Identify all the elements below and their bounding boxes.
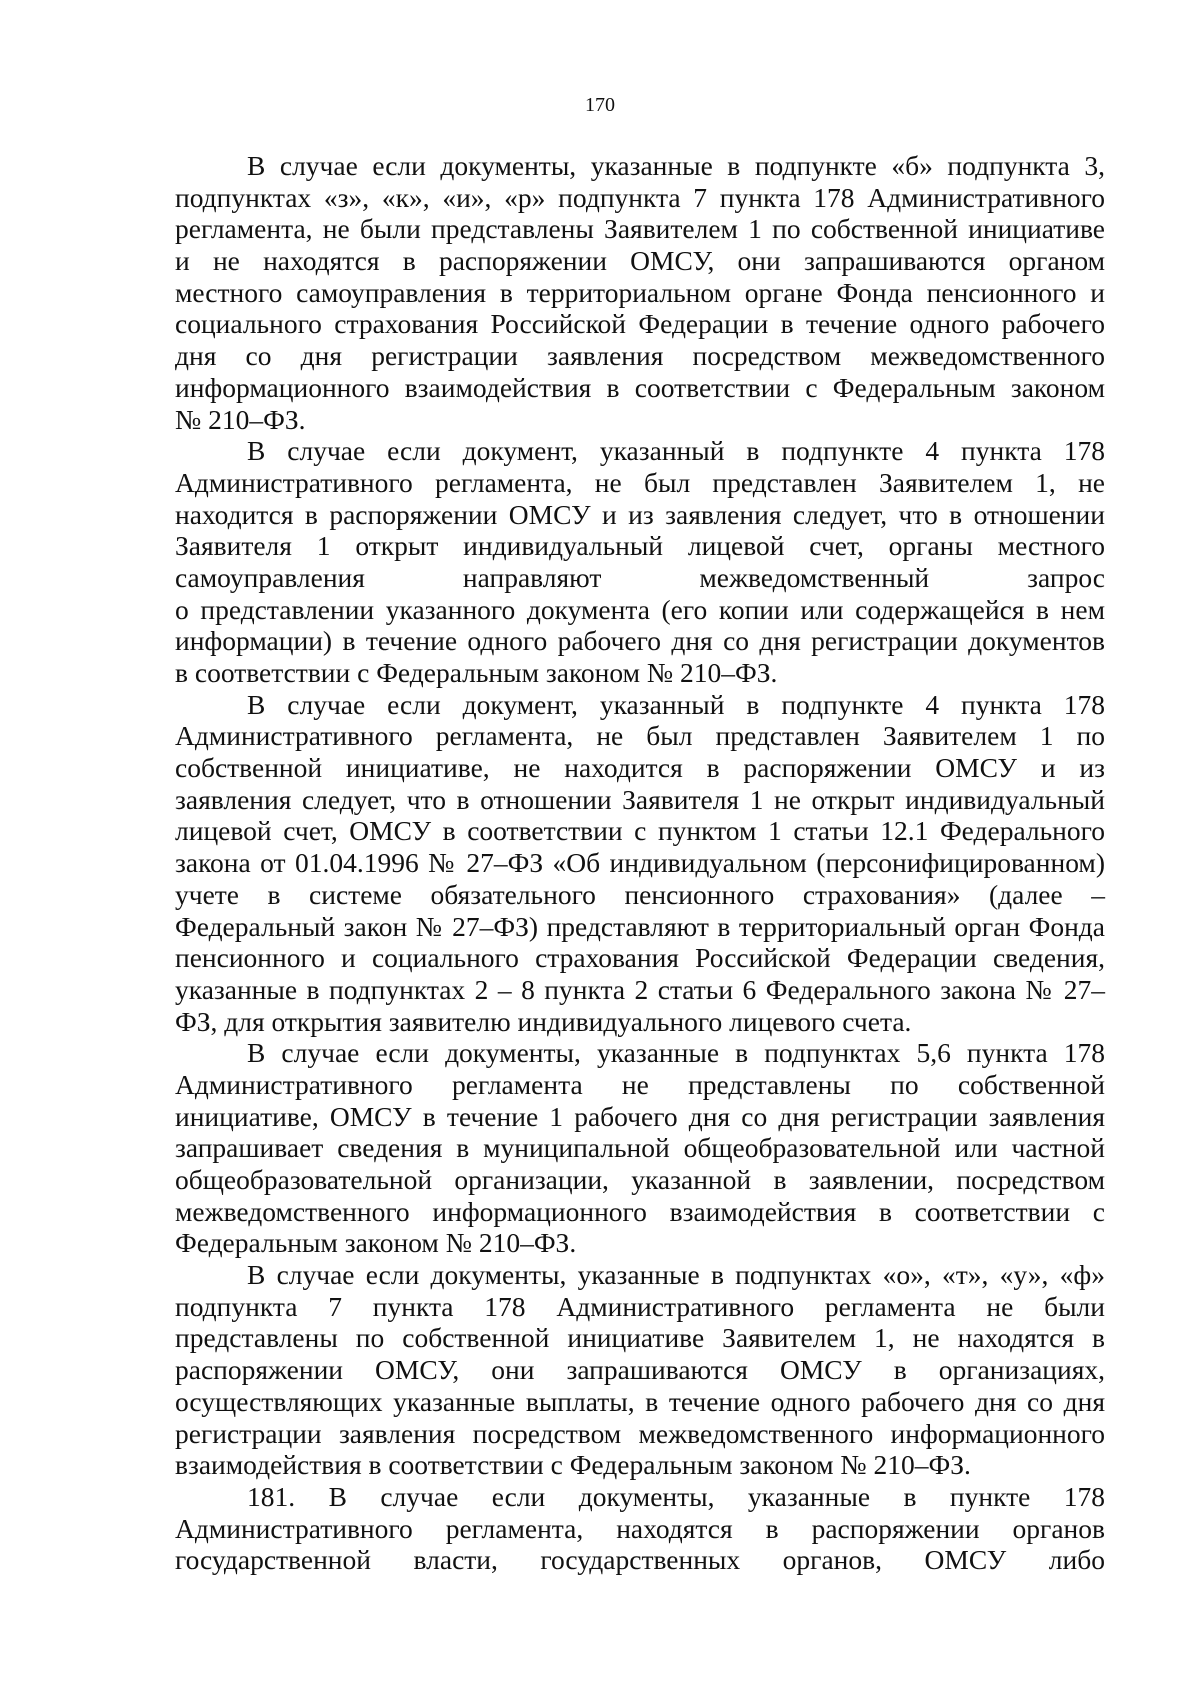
paragraph [175, 435, 1105, 689]
text-line: регламента, не были представлены Заявителем 1 по собственной инициативе [175, 213, 1105, 245]
text-line: информации) в течение одного рабочего дня со дня регистрации документов [175, 625, 1105, 657]
text-line: № 210–ФЗ. [175, 403, 306, 435]
text-line: В случае если документы, указанные в подпункте «б» подпункта 3, [247, 150, 1105, 181]
text-line: ФЗ, для открытия заявителю индивидуального лицевого счета. [175, 1005, 912, 1037]
text-line: социального страхования Российской Федерации в течение одного рабочего [175, 308, 1105, 340]
text-line: межведомственного информационного взаимодействия в соответствии с [175, 1195, 1105, 1227]
text-line: регистрации заявления посредством межведомственного информационного [175, 1417, 1105, 1449]
text-line: пенсионного и социального страхования Российской Федерации сведения, [175, 942, 1105, 974]
text-line: находится в распоряжении ОМСУ и из заявления следует, что в отношении [175, 498, 1105, 530]
paragraph [175, 1481, 1105, 1576]
text-line: и не находятся в распоряжении ОМСУ, они запрашиваются органом [175, 245, 1105, 277]
text-line: учете в системе обязательного пенсионного страхования» (далее – [175, 878, 1105, 910]
page-number: 170 [585, 94, 615, 116]
text-line: закона от 01.04.1996 № 27–ФЗ «Об индивидуальном (персонифицированном) [175, 847, 1105, 879]
text-line: указанные в подпунктах 2 – 8 пункта 2 статьи 6 Федерального закона № 27– [175, 973, 1105, 1005]
text-line: 181. В случае если документы, указанные в пункте 178 [247, 1480, 1105, 1512]
text-line: Федеральный закон № 27–ФЗ) представляют в территориальный орган Фонда [175, 910, 1105, 942]
text-line: распоряжении ОМСУ, они запрашиваются ОМСУ в организациях, [175, 1354, 1105, 1386]
text-line: В случае если документ, указанный в подпункте 4 пункта 178 [247, 688, 1105, 720]
text-line: в соответствии с Федеральным законом № 210–ФЗ. [175, 657, 778, 688]
text-line: заявления следует, что в отношении Заявителя 1 не открыт индивидуальный [175, 783, 1105, 815]
text-line: взаимодействия в соответствии с Федеральным законом № 210–ФЗ. [175, 1449, 971, 1481]
text-line: информационного взаимодействия в соответствии с Федеральным законом [175, 371, 1105, 403]
text-line: подпункта 7 пункта 178 Административного регламента не были [175, 1290, 1105, 1322]
paragraph [175, 1037, 1105, 1259]
text-line: подпунктах «з», «к», «и», «р» подпункта 7 пункта 178 Административного [175, 181, 1105, 213]
text-line: государственной власти, государственных органов, ОМСУ либо [175, 1544, 1105, 1576]
text-line: о представлении указанного документа (его копии или содержащейся в нем [175, 593, 1105, 625]
text-line: Заявителя 1 открыт индивидуальный лицевой счет, органы местного [175, 530, 1105, 562]
text-line: В случае если документ, указанный в подпункте 4 пункта 178 [247, 435, 1105, 467]
text-line: В случае если документы, указанные в подпунктах 5,6 пункта 178 [247, 1037, 1105, 1069]
text-line: Административного регламента, находятся в распоряжении органов [175, 1512, 1105, 1544]
text-line: дня со дня регистрации заявления посредством межведомственного [175, 340, 1105, 372]
text-line: Административного регламента не представлены по собственной [175, 1068, 1105, 1100]
text-line: местного самоуправления в территориальном органе Фонда пенсионного и [175, 276, 1105, 308]
text-line: запрашивает сведения в муниципальной общеобразовательной или частной [175, 1132, 1105, 1164]
text-line: общеобразовательной организации, указанной в заявлении, посредством [175, 1164, 1105, 1195]
text-line: самоуправления направляют межведомственный запрос [175, 561, 1105, 593]
text-line: Федеральным законом № 210–ФЗ. [175, 1227, 577, 1259]
paragraph [175, 689, 1105, 1038]
text-line: представлены по собственной инициативе Заявителем 1, не находятся в [175, 1322, 1105, 1354]
paragraph [175, 1259, 1105, 1481]
paragraph [175, 150, 1105, 435]
text-line: собственной инициативе, не находится в распоряжении ОМСУ и из [175, 752, 1105, 784]
text-line: Административного регламента, не был представлен Заявителем 1 по [175, 720, 1105, 752]
text-line: В случае если документы, указанные в подпунктах «о», «т», «у», «ф» [247, 1259, 1105, 1291]
text-line: Административного регламента, не был представлен Заявителем 1, не [175, 466, 1105, 498]
document-body [175, 150, 1105, 1576]
text-line: инициативе, ОМСУ в течение 1 рабочего дня со дня регистрации заявления [175, 1100, 1105, 1132]
text-line: осуществляющих указанные выплаты, в течение одного рабочего дня со дня [175, 1385, 1105, 1417]
text-line: лицевой счет, ОМСУ в соответствии с пунктом 1 статьи 12.1 Федерального [175, 815, 1105, 847]
